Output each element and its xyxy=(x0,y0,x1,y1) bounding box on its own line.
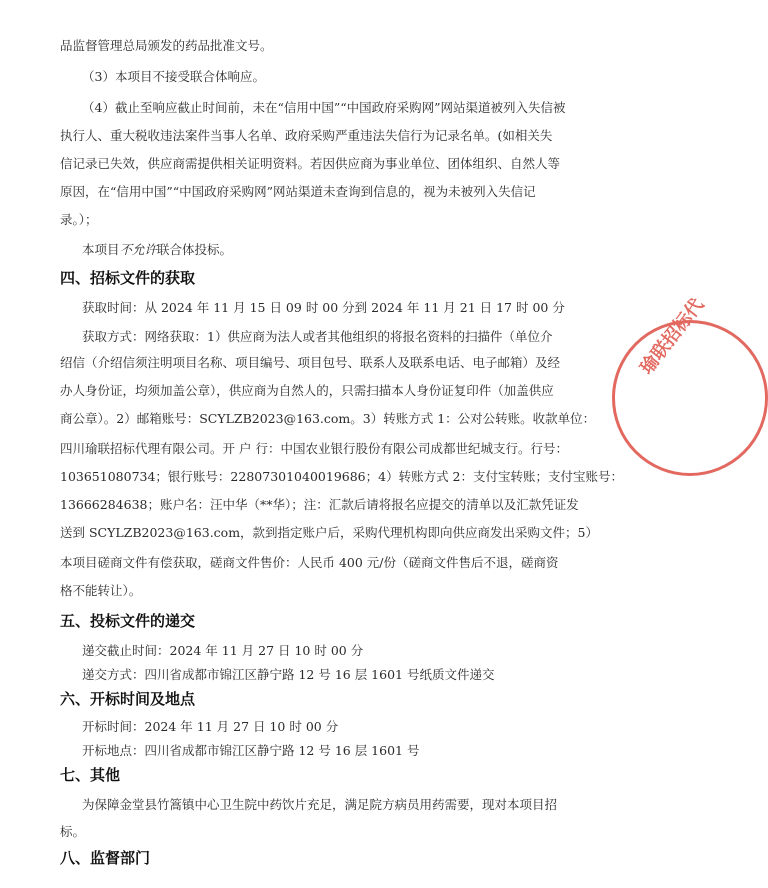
section-heading-6: 六、开标时间及地点 xyxy=(60,690,196,708)
text-line: 原因，在“信用中国”“中国政府采购网”网站渠道未查询到信息的，视为未被列入失信记 xyxy=(60,184,536,199)
acquire-method-line: 获取方式：网络获取：1）供应商为法人或者其他组织的将报名资料的扫描件（单位介 xyxy=(82,329,553,344)
section-heading-8: 八、监督部门 xyxy=(60,849,151,867)
acquire-method-line: 本项目磋商文件有偿获取，磋商文件售价：人民币 400 元/份（磋商文件售后不退，磋商资 xyxy=(60,555,559,570)
text-line: 录。）； xyxy=(60,212,98,227)
seal-text: 瑜联招标代 xyxy=(636,294,709,379)
text-line: 信记录已失效，供应商需提供相关证明资料。若因供应商为事业单位、团体组织、自然人等 xyxy=(60,156,561,171)
text-line: 执行人、重大税收违法案件当事人名单、政府采购严重违法失信行为记录名单。(如相关失 xyxy=(60,128,553,143)
section-heading-4: 四、招标文件的获取 xyxy=(60,269,196,287)
acquire-time: 获取时间：从 2024 年 11 月 15 日 09 时 00 分到 2024 年 11 月 21 日 17 时 00 分 xyxy=(82,300,565,315)
acquire-method-line: 103651080734；银行账号：22807301040019686；4）转账方式 2：支付宝转账；支付宝账号： xyxy=(60,469,624,484)
opening-time: 开标时间：2024 年 11 月 27 日 10 时 00 分 xyxy=(82,719,339,734)
joint-bid-emphasis: 不允许 xyxy=(119,242,158,257)
section-heading-5: 五、投标文件的递交 xyxy=(60,612,196,630)
submit-method: 递交方式：四川省成都市锦江区静宁路 12 号 16 层 1601 号纸质文件递交 xyxy=(82,667,495,682)
text-line: （3）本项目不接受联合体响应。 xyxy=(82,69,265,84)
joint-bid-suffix: 联合体投标。 xyxy=(157,242,233,257)
submit-deadline: 递交截止时间：2024 年 11 月 27 日 10 时 00 分 xyxy=(82,643,364,658)
text-line: 品监督管理总局颁发的药品批准文号。 xyxy=(60,38,273,53)
text-line: （4）截止至响应截止时间前，未在“信用中国”“中国政府采购网”网站渠道被列入失信被 xyxy=(82,100,566,115)
acquire-method-line: 绍信（介绍信须注明项目名称、项目编号、项目包号、联系人及联系电话、电子邮箱）及经 xyxy=(60,355,561,370)
other-line: 标。 xyxy=(60,824,86,839)
company-seal xyxy=(612,294,768,476)
joint-bid-line xyxy=(82,242,232,258)
section-heading-7: 七、其他 xyxy=(60,766,121,784)
other-line: 为保障金堂县竹篙镇中心卫生院中药饮片充足，满足院方病员用药需要，现对本项目招 xyxy=(82,797,558,812)
acquire-method-line: 13666284638；账户名：汪中华（**华）；注：汇款后请将报名应提交的清单以及汇款凭证发 xyxy=(60,497,579,512)
acquire-method-line: 四川瑜联招标代理有限公司。开 户 行：中国农业银行股份有限公司成都世纪城支行。行号： xyxy=(60,441,568,456)
acquire-method-line: 办人身份证，均须加盖公章），供应商为自然人的，只需扫描本人身份证复印件（加盖供应 xyxy=(60,383,554,398)
opening-place: 开标地点：四川省成都市锦江区静宁路 12 号 16 层 1601 号 xyxy=(82,743,420,758)
acquire-method-line: 商公章）。2）邮箱账号：SCYLZB2023@163.com。3）转账方式 1：公对公转账。收款单位： xyxy=(60,411,596,426)
acquire-method-line: 格不能转让）。 xyxy=(60,583,142,598)
joint-bid-prefix: 本项目 xyxy=(82,242,120,257)
acquire-method-line: 送到 SCYLZB2023@163.com，款到指定账户后，采购代理机构即向供应商发出采购文件；5） xyxy=(60,525,599,540)
